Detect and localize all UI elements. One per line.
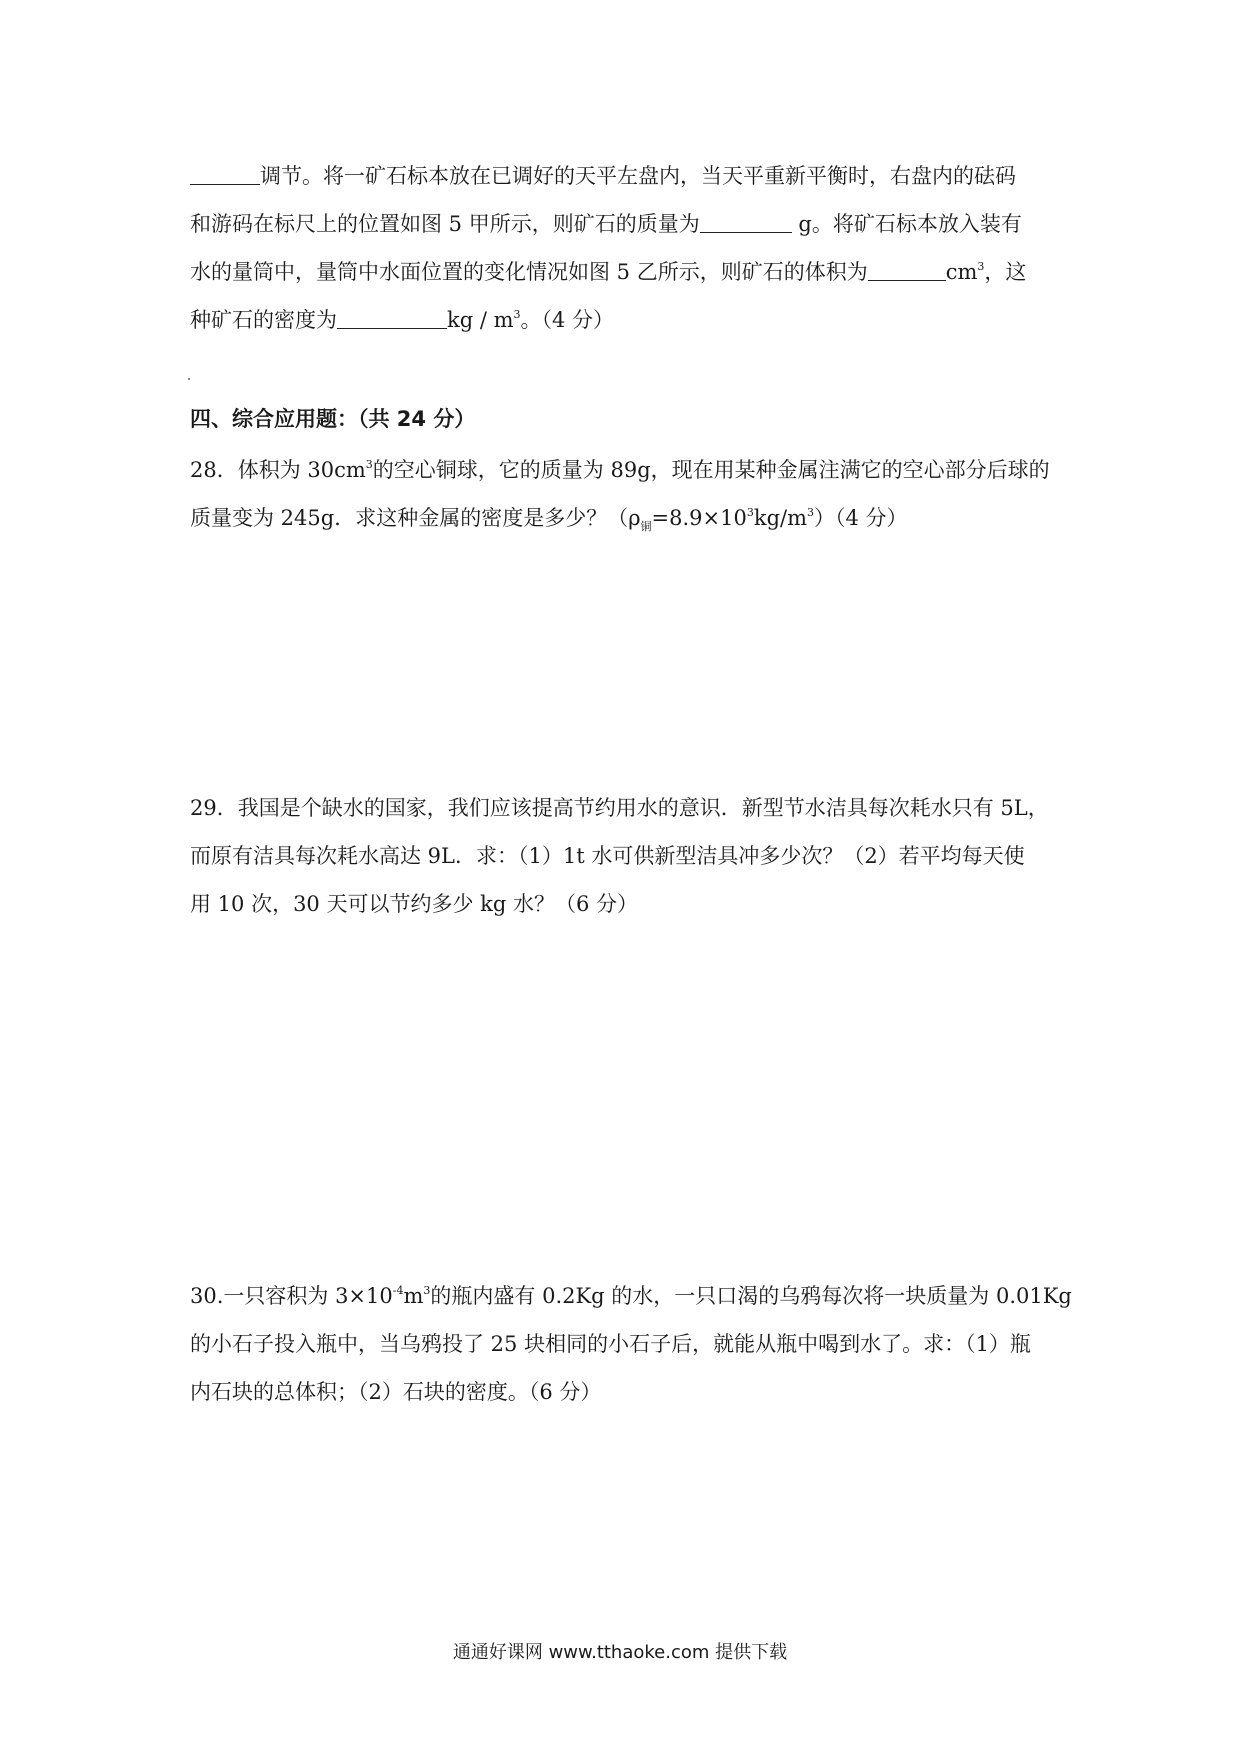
answer-blank <box>337 306 447 329</box>
q30-line-1: 30.一只容积为 $3\times 10^{-4}m^3$的瓶内盛有 0.2Kg 的水，一只口渴的乌鸦每次将一块质量为 0.01Kg <box>190 1284 1072 1308</box>
q29-line-3: 用 10 次，30 天可以节约多少 kg 水？（6 分） <box>190 892 639 916</box>
q28-line-1: 28．体积为 $30cm^3$的空心铜球，它的质量为 89g，现在用某种金属注满它的空心部分后球的 <box>190 458 1050 482</box>
answer-blank <box>190 162 260 185</box>
q27-line-4: 种矿石的密度为 kg / $m^3$。（4 分） <box>190 308 615 332</box>
answer-blank <box>700 210 792 233</box>
page-footer: 通通好课网 www.tthaoke.com 提供下载 <box>452 1642 788 1663</box>
q30-line-2: 的小石子投入瓶中，当乌鸦投了 25 块相同的小石子后，就能从瓶中喝到水了。求：（1）瓶 <box>190 1332 1031 1356</box>
q27-line-2: 和游码在标尺上的位置如图 5 甲所示，则矿石的质量为 g。将矿石标本放入装有 <box>190 212 1022 236</box>
scan-speck <box>188 378 190 380</box>
q29-line-1: 29．我国是个缺水的国家，我们应该提高节约用水的意识．新型节水洁具每次耗水只有 5L， <box>190 796 1049 820</box>
answer-blank <box>868 258 946 281</box>
question-30 <box>190 1272 1072 1416</box>
q28-line-2: 质量变为 245g．求这种金属的密度是多少？$(\rho_铜=8.9\times 10^3kg/m^3)(4$ 分） <box>190 506 908 534</box>
q27-line-1: 调节。将一矿石标本放在已调好的天平左盘内，当天平重新平衡时，右盘内的砝码 <box>190 152 1060 200</box>
q30-line-3: 内石块的总体积；（2）石块的密度。（6 分） <box>190 1380 602 1404</box>
question-29 <box>190 784 1060 928</box>
q29-line-2: 而原有洁具每次耗水高达 9L．求：（1）1t 水可供新型洁具冲多少次？（2）若平均每天使 <box>190 844 1025 868</box>
section-title: 四、综合应用题：（共 24 分） <box>190 407 476 431</box>
q27-continuation <box>190 152 1060 344</box>
question-28 <box>190 446 1060 542</box>
q27-line-3: 水的量筒中，量筒中水面位置的变化情况如图 5 乙所示，则矿石的体积为 $cm^3$，这 <box>190 260 1027 284</box>
